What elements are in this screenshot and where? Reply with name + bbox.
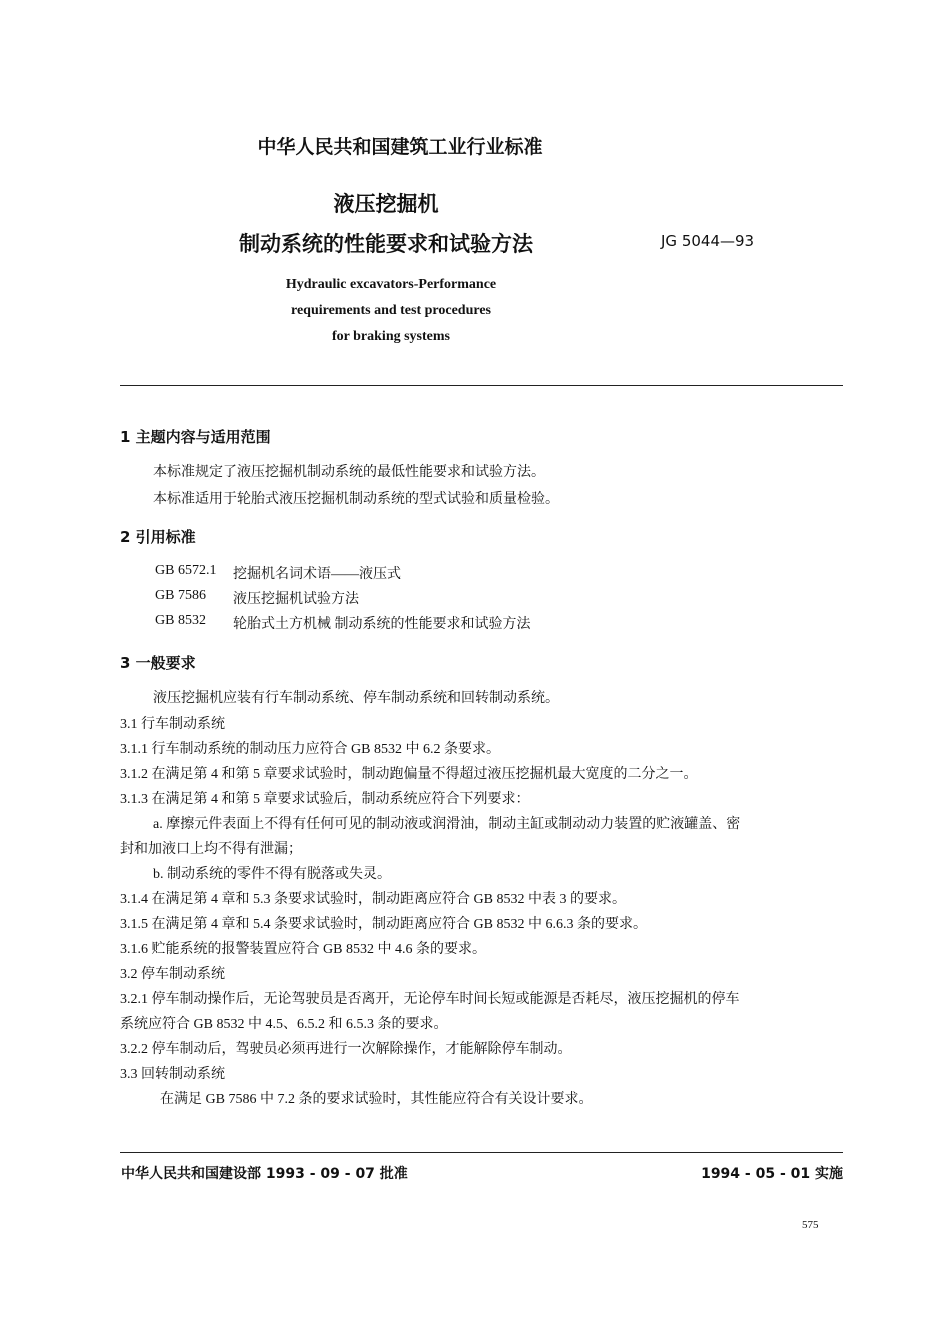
- clause-3-2-2: 3.2.2 停车制动后，驾驶员必须再进行一次解除操作，才能解除停车制动。: [120, 1042, 572, 1057]
- list-item-b: b. 制动系统的零件不得有脱落或失灵。: [153, 867, 391, 882]
- clause-3-1: 3.1 行车制动系统: [120, 717, 225, 732]
- clause-3-3: 3.3 回转制动系统: [120, 1067, 225, 1082]
- reference-title: 挖掘机名词术语——液压式: [233, 567, 401, 582]
- section-3-heading: 3 一般要求: [120, 654, 196, 672]
- section-1-paragraph-2: 本标准适用于轮胎式液压挖掘机制动系统的型式试验和质量检验。: [153, 492, 559, 507]
- section-2-heading: 2 引用标准: [120, 528, 196, 546]
- list-item-a-line-1: a. 摩擦元件表面上不得有任何可见的制动液或润滑油，制动主缸或制动动力装置的贮液罐盖、密: [153, 817, 741, 832]
- standard-code: JG 5044—93: [661, 232, 755, 250]
- reference-code: GB 6572.1: [155, 563, 217, 578]
- clause-3-1-5: 3.1.5 在满足第 4 章和 5.4 条要求试验时，制动距离应符合 GB 8532 中 6.6.3 条的要求。: [120, 917, 647, 932]
- english-title-line-2: requirements and test procedures: [290, 303, 491, 318]
- clause-3-2: 3.2 停车制动系统: [120, 967, 225, 982]
- clause-3-1-4: 3.1.4 在满足第 4 章和 5.3 条要求试验时，制动距离应符合 GB 8532 中表 3 的要求。: [120, 892, 626, 907]
- reference-title: 轮胎式土方机械 制动系统的性能要求和试验方法: [233, 617, 531, 632]
- section-3-intro: 液压挖掘机应装有行车制动系统、停车制动系统和回转制动系统。: [153, 691, 559, 706]
- list-item-a-line-2: 封和加液口上均不得有泄漏；: [120, 842, 302, 857]
- english-title-line-3: for braking systems: [332, 329, 450, 344]
- clause-3-3-text: 在满足 GB 7586 中 7.2 条的要求试验时，其性能应符合有关设计要求。: [160, 1092, 593, 1107]
- section-1-heading: 1 主题内容与适用范围: [120, 428, 271, 446]
- standard-category: 中华人民共和国建筑工业行业标准: [257, 136, 543, 158]
- approval-text: 中华人民共和国建设部 1993 - 09 - 07 批准: [121, 1166, 408, 1182]
- clause-3-1-1: 3.1.1 行车制动系统的制动压力应符合 GB 8532 中 6.2 条要求。: [120, 742, 500, 757]
- english-title-line-1: Hydraulic excavators-Performance: [285, 277, 497, 292]
- page-number: 575: [802, 1219, 819, 1231]
- clause-3-2-1-line-2: 系统应符合 GB 8532 中 4.5、6.5.2 和 6.5.3 条的要求。: [120, 1017, 448, 1032]
- implementation-text: 1994 - 05 - 01 实施: [701, 1166, 843, 1182]
- clause-3-1-6: 3.1.6 贮能系统的报警装置应符合 GB 8532 中 4.6 条的要求。: [120, 942, 486, 957]
- reference-code: GB 8532: [155, 613, 206, 628]
- title-line-2: 制动系统的性能要求和试验方法: [239, 232, 533, 256]
- clause-3-1-2: 3.1.2 在满足第 4 和第 5 章要求试验时，制动跑偏量不得超过液压挖掘机最大宽度的二分之一。: [120, 767, 698, 782]
- clause-3-1-3: 3.1.3 在满足第 4 和第 5 章要求试验后，制动系统应符合下列要求：: [120, 792, 530, 807]
- title-line-1: 液压挖掘机: [333, 192, 439, 216]
- reference-title: 液压挖掘机试验方法: [233, 592, 359, 607]
- clause-3-2-1-line-1: 3.2.1 停车制动操作后，无论驾驶员是否离开，无论停车时间长短或能源是否耗尽，液压挖掘机的停车: [120, 992, 740, 1007]
- header-divider: [120, 385, 843, 386]
- section-1-paragraph-1: 本标准规定了液压挖掘机制动系统的最低性能要求和试验方法。: [153, 465, 545, 480]
- reference-code: GB 7586: [155, 588, 206, 603]
- footer-divider: [120, 1152, 843, 1153]
